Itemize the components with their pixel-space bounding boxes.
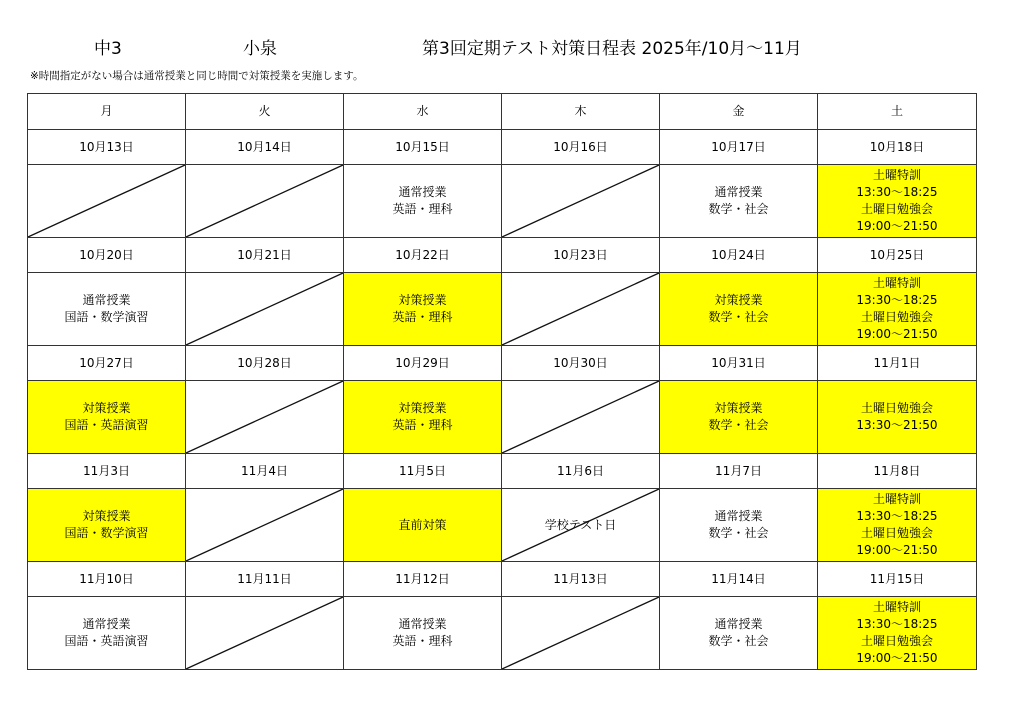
schedule-cell: [28, 597, 186, 670]
date-cell: 10月29日: [344, 346, 502, 381]
cell-text-line: 通常授業: [82, 293, 131, 307]
cell-text-line: 対策授業: [82, 401, 131, 415]
schedule-table: [27, 93, 977, 670]
date-row: [28, 562, 977, 597]
date-cell: 10月24日: [660, 238, 818, 273]
date-row: [28, 130, 977, 165]
date-cell: 10月17日: [660, 130, 818, 165]
no-class-cell: [186, 165, 344, 238]
no-class-cell: [502, 489, 660, 562]
no-class-cell: [502, 273, 660, 346]
date-cell: 11月11日: [186, 562, 344, 597]
schedule-cell: [344, 381, 502, 454]
cell-text-line: 数学・社会: [708, 418, 769, 432]
date-cell: 11月8日: [818, 454, 977, 489]
weekday-header: 木: [502, 94, 660, 130]
schedule-cell: [344, 597, 502, 670]
date-cell: 10月16日: [502, 130, 660, 165]
teacher-name: 小泉: [243, 39, 277, 59]
date-row: [28, 454, 977, 489]
date-cell: 10月21日: [186, 238, 344, 273]
cell-text-line: 13:30～18:25: [856, 293, 938, 307]
date-cell: 11月7日: [660, 454, 818, 489]
no-class-cell: [186, 273, 344, 346]
cell-text-line: 土曜日勉強会: [860, 526, 933, 540]
date-cell: 10月20日: [28, 238, 186, 273]
schedule-cell: [660, 165, 818, 238]
cell-text-line: 直前対策: [398, 517, 447, 532]
date-cell: 10月23日: [502, 238, 660, 273]
cell-text-line: 土曜特訓: [872, 600, 921, 614]
schedule-cell: [818, 273, 977, 346]
diagonal-slash-icon: [502, 597, 659, 669]
weekday-header: 金: [660, 94, 818, 130]
diagonal-slash-icon: [502, 273, 659, 345]
date-cell: 11月4日: [186, 454, 344, 489]
cell-text-line: 土曜日勉強会: [860, 202, 933, 216]
no-class-cell: [186, 489, 344, 562]
schedule-note: ※時間指定がない場合は通常授業と同じ時間で対策授業を実施します。: [30, 70, 364, 82]
date-cell: 11月14日: [660, 562, 818, 597]
date-cell: 11月3日: [28, 454, 186, 489]
cell-text-line: 国語・数学演習: [64, 310, 149, 324]
schedule-cell: [660, 381, 818, 454]
weekday-header: 火: [186, 94, 344, 130]
cell-text-line: 対策授業: [398, 293, 447, 307]
date-cell: 11月15日: [818, 562, 977, 597]
date-cell: 10月14日: [186, 130, 344, 165]
no-class-cell: [186, 381, 344, 454]
date-cell: 10月22日: [344, 238, 502, 273]
cell-text-line: 土曜日勉強会: [860, 401, 933, 415]
cell-text-line: 19:00～21:50: [856, 219, 938, 233]
cell-text-line: 通常授業: [714, 509, 763, 523]
date-cell: 10月28日: [186, 346, 344, 381]
cell-text-line: 土曜特訓: [872, 168, 921, 182]
no-class-cell: [502, 165, 660, 238]
diagonal-slash-icon: [186, 597, 343, 669]
cell-text-line: 土曜日勉強会: [860, 310, 933, 324]
diagonal-slash-icon: [502, 381, 659, 453]
date-cell: 10月13日: [28, 130, 186, 165]
schedule-row: [28, 165, 977, 238]
diagonal-slash-icon: [502, 165, 659, 237]
diagonal-slash-icon: [28, 165, 185, 237]
no-class-cell: [502, 597, 660, 670]
schedule-row: [28, 381, 977, 454]
cell-text-line: 数学・社会: [708, 526, 769, 540]
cell-text-line: 土曜日勉強会: [860, 634, 933, 648]
schedule-cell: [344, 489, 502, 562]
diagonal-slash-icon: [186, 381, 343, 453]
schedule-cell: [28, 381, 186, 454]
cell-text-line: 土曜特訓: [872, 492, 921, 506]
diagonal-slash-icon: [186, 273, 343, 345]
cell-text-line: 数学・社会: [708, 634, 769, 648]
date-row: [28, 346, 977, 381]
cell-text-line: 19:00～21:50: [856, 327, 938, 341]
date-cell: 11月13日: [502, 562, 660, 597]
cell-text-line: 通常授業: [398, 617, 447, 631]
cell-text-line: 数学・社会: [708, 310, 769, 324]
schedule-row: [28, 597, 977, 670]
cell-text-line: 国語・数学演習: [64, 526, 149, 540]
cell-text-line: 13:30～21:50: [856, 418, 938, 432]
schedule-cell: [344, 165, 502, 238]
date-cell: 10月27日: [28, 346, 186, 381]
cell-text-line: 通常授業: [714, 617, 763, 631]
date-cell: 10月18日: [818, 130, 977, 165]
schedule-cell: [818, 489, 977, 562]
date-cell: 10月15日: [344, 130, 502, 165]
schedule-cell: [818, 381, 977, 454]
cell-text-line: 19:00～21:50: [856, 543, 938, 557]
no-class-cell: [502, 381, 660, 454]
no-class-cell: [186, 597, 344, 670]
cell-text-line: 通常授業: [82, 617, 131, 631]
date-cell: 11月12日: [344, 562, 502, 597]
date-row: [28, 238, 977, 273]
date-cell: 11月10日: [28, 562, 186, 597]
cell-text-line: 英語・理科: [392, 634, 453, 648]
schedule-cell: [28, 489, 186, 562]
date-cell: 11月1日: [818, 346, 977, 381]
cell-text-line: 英語・理科: [392, 202, 453, 216]
weekday-header: 土: [818, 94, 977, 130]
no-class-cell: [28, 165, 186, 238]
cell-text-line: 通常授業: [714, 185, 763, 199]
cell-text-line: 19:00～21:50: [856, 651, 938, 665]
cell-text-line: 通常授業: [398, 185, 447, 199]
cell-text-line: 対策授業: [82, 509, 131, 523]
weekday-header: 月: [28, 94, 186, 130]
schedule-cell: [344, 273, 502, 346]
schedule-row: [28, 489, 977, 562]
grade-label: 中3: [94, 39, 122, 59]
cell-text-line: 英語・理科: [392, 310, 453, 324]
cell-text-line: 国語・英語演習: [64, 634, 149, 648]
cell-text-line: 13:30～18:25: [856, 185, 938, 199]
cell-text-line: 学校テスト日: [544, 517, 617, 532]
weekday-header-row: [28, 94, 977, 130]
schedule-cell: [28, 273, 186, 346]
page-title: 第3回定期テスト対策日程表 2025年/10月～11月: [422, 39, 802, 59]
diagonal-slash-icon: [186, 165, 343, 237]
date-cell: 10月30日: [502, 346, 660, 381]
date-cell: 11月6日: [502, 454, 660, 489]
cell-text-line: 数学・社会: [708, 202, 769, 216]
cell-text-line: 13:30～18:25: [856, 617, 938, 631]
cell-text-line: 英語・理科: [392, 418, 453, 432]
cell-text-line: 対策授業: [714, 401, 763, 415]
schedule-cell: [660, 273, 818, 346]
date-cell: 11月5日: [344, 454, 502, 489]
schedule-cell: [818, 165, 977, 238]
schedule-cell: [818, 597, 977, 670]
schedule-cell: [660, 597, 818, 670]
diagonal-slash-icon: [186, 489, 343, 561]
schedule-row: [28, 273, 977, 346]
schedule-cell: [660, 489, 818, 562]
cell-text-line: 土曜特訓: [872, 276, 921, 290]
date-cell: 10月31日: [660, 346, 818, 381]
document-header: [0, 34, 1024, 60]
cell-text-line: 国語・英語演習: [64, 418, 149, 432]
cell-text-line: 13:30～18:25: [856, 509, 938, 523]
date-cell: 10月25日: [818, 238, 977, 273]
weekday-header: 水: [344, 94, 502, 130]
cell-text-line: 対策授業: [714, 293, 763, 307]
cell-text-line: 対策授業: [398, 401, 447, 415]
